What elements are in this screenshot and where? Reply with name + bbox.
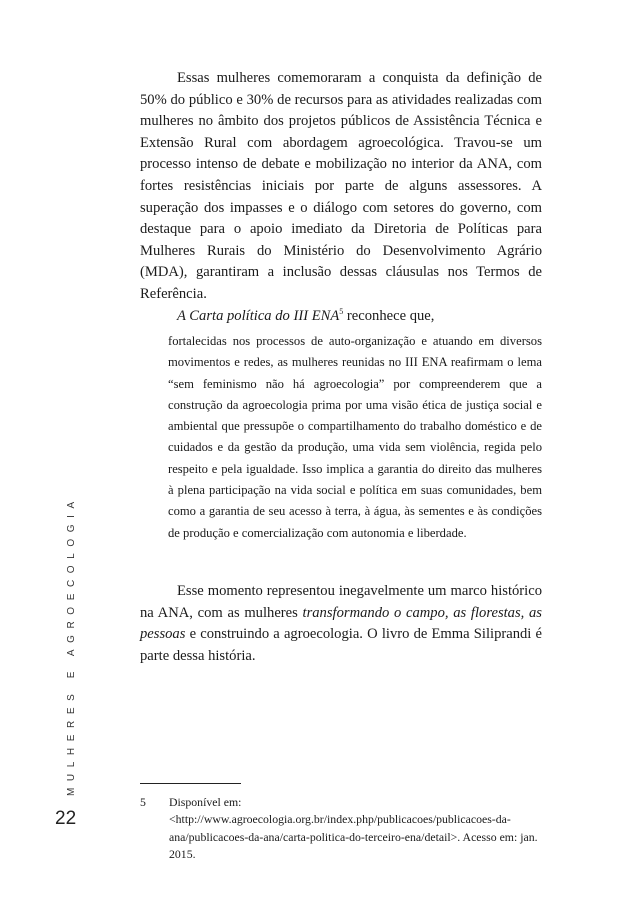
paragraph-3-part-1: Esse momento representou inegavelmente um marco histórico na ANA, com as mulheres	[140, 583, 542, 621]
footnote-number: 5	[140, 795, 146, 809]
footnote-divider	[140, 783, 241, 784]
block-quote	[168, 331, 542, 544]
paragraph-1: Essas mulheres comemoraram a conquista da definição de 50% do público e 30% de recursos para as atividades realizadas com mulheres no âmbito dos projetos públicos de Assistência Técnica e Extensão Rural com abordagem agroecológica. Travou-se um processo intenso de debate e mobilização no interior da ANA, com fortes resistências iniciais por parte de alguns assessores. A superação dos impasses e o diálogo com setores do governo, com destaque para o apoio imediato da Diretoria de Políticas para Mulheres Rurais do Ministério do Desenvolvimento Agrário (MDA), garantiram a inclusão dessas cláusulas nos Termos de Referência.	[140, 70, 542, 302]
closing-text	[140, 581, 542, 667]
page-number: 22	[55, 808, 77, 829]
main-text	[140, 68, 542, 327]
quote-text: fortalecidas nos processos de auto-organização e atuando em diversos movimentos e redes, as mulheres reunidas no III ENA reafirmam o lema “sem feminismo não há agroecologia” por compreenderem que a construção da agroecologia prima por uma visão ética de justiça social e ambiental que pressupõe o compartilhamento do trabalho doméstico e de cuidados e da gestão da produção, uma vida sem violência, regida pelo respeito e pela igualdade. Isso implica a garantia do direito das mulheres à plena participação na vida social e política em suas comunidades, bem como a garantia de seu acesso à terra, à água, às sementes e às condições de produção e comercialização com autonomia e liberdade.	[168, 334, 542, 540]
paragraph-3-part-2: e construindo a agroecologia. O livro de Emma Siliprandi é parte dessa história.	[140, 626, 542, 664]
carta-title: A Carta política do III ENA	[177, 307, 340, 324]
footnote-text: Disponível em: <http://www.agroecologia.org.br/index.php/publicacoes/publicacoes-da-ana/publicacoes-da-ana/carta-politica-do-terceiro-ena/detail>. Acesso em: jan. 2015.	[169, 795, 538, 862]
paragraph-2	[140, 306, 542, 328]
footnote-ref[interactable]: 5	[339, 306, 344, 316]
footnote	[140, 794, 542, 864]
paragraph-3	[140, 581, 542, 667]
paragraph-3-italic: transformando o campo, as florestas, as pessoas	[140, 604, 542, 643]
paragraph-2-rest: reconhece que,	[343, 307, 435, 324]
running-head: MULHERES E AGROECOLOGIA	[66, 495, 77, 796]
